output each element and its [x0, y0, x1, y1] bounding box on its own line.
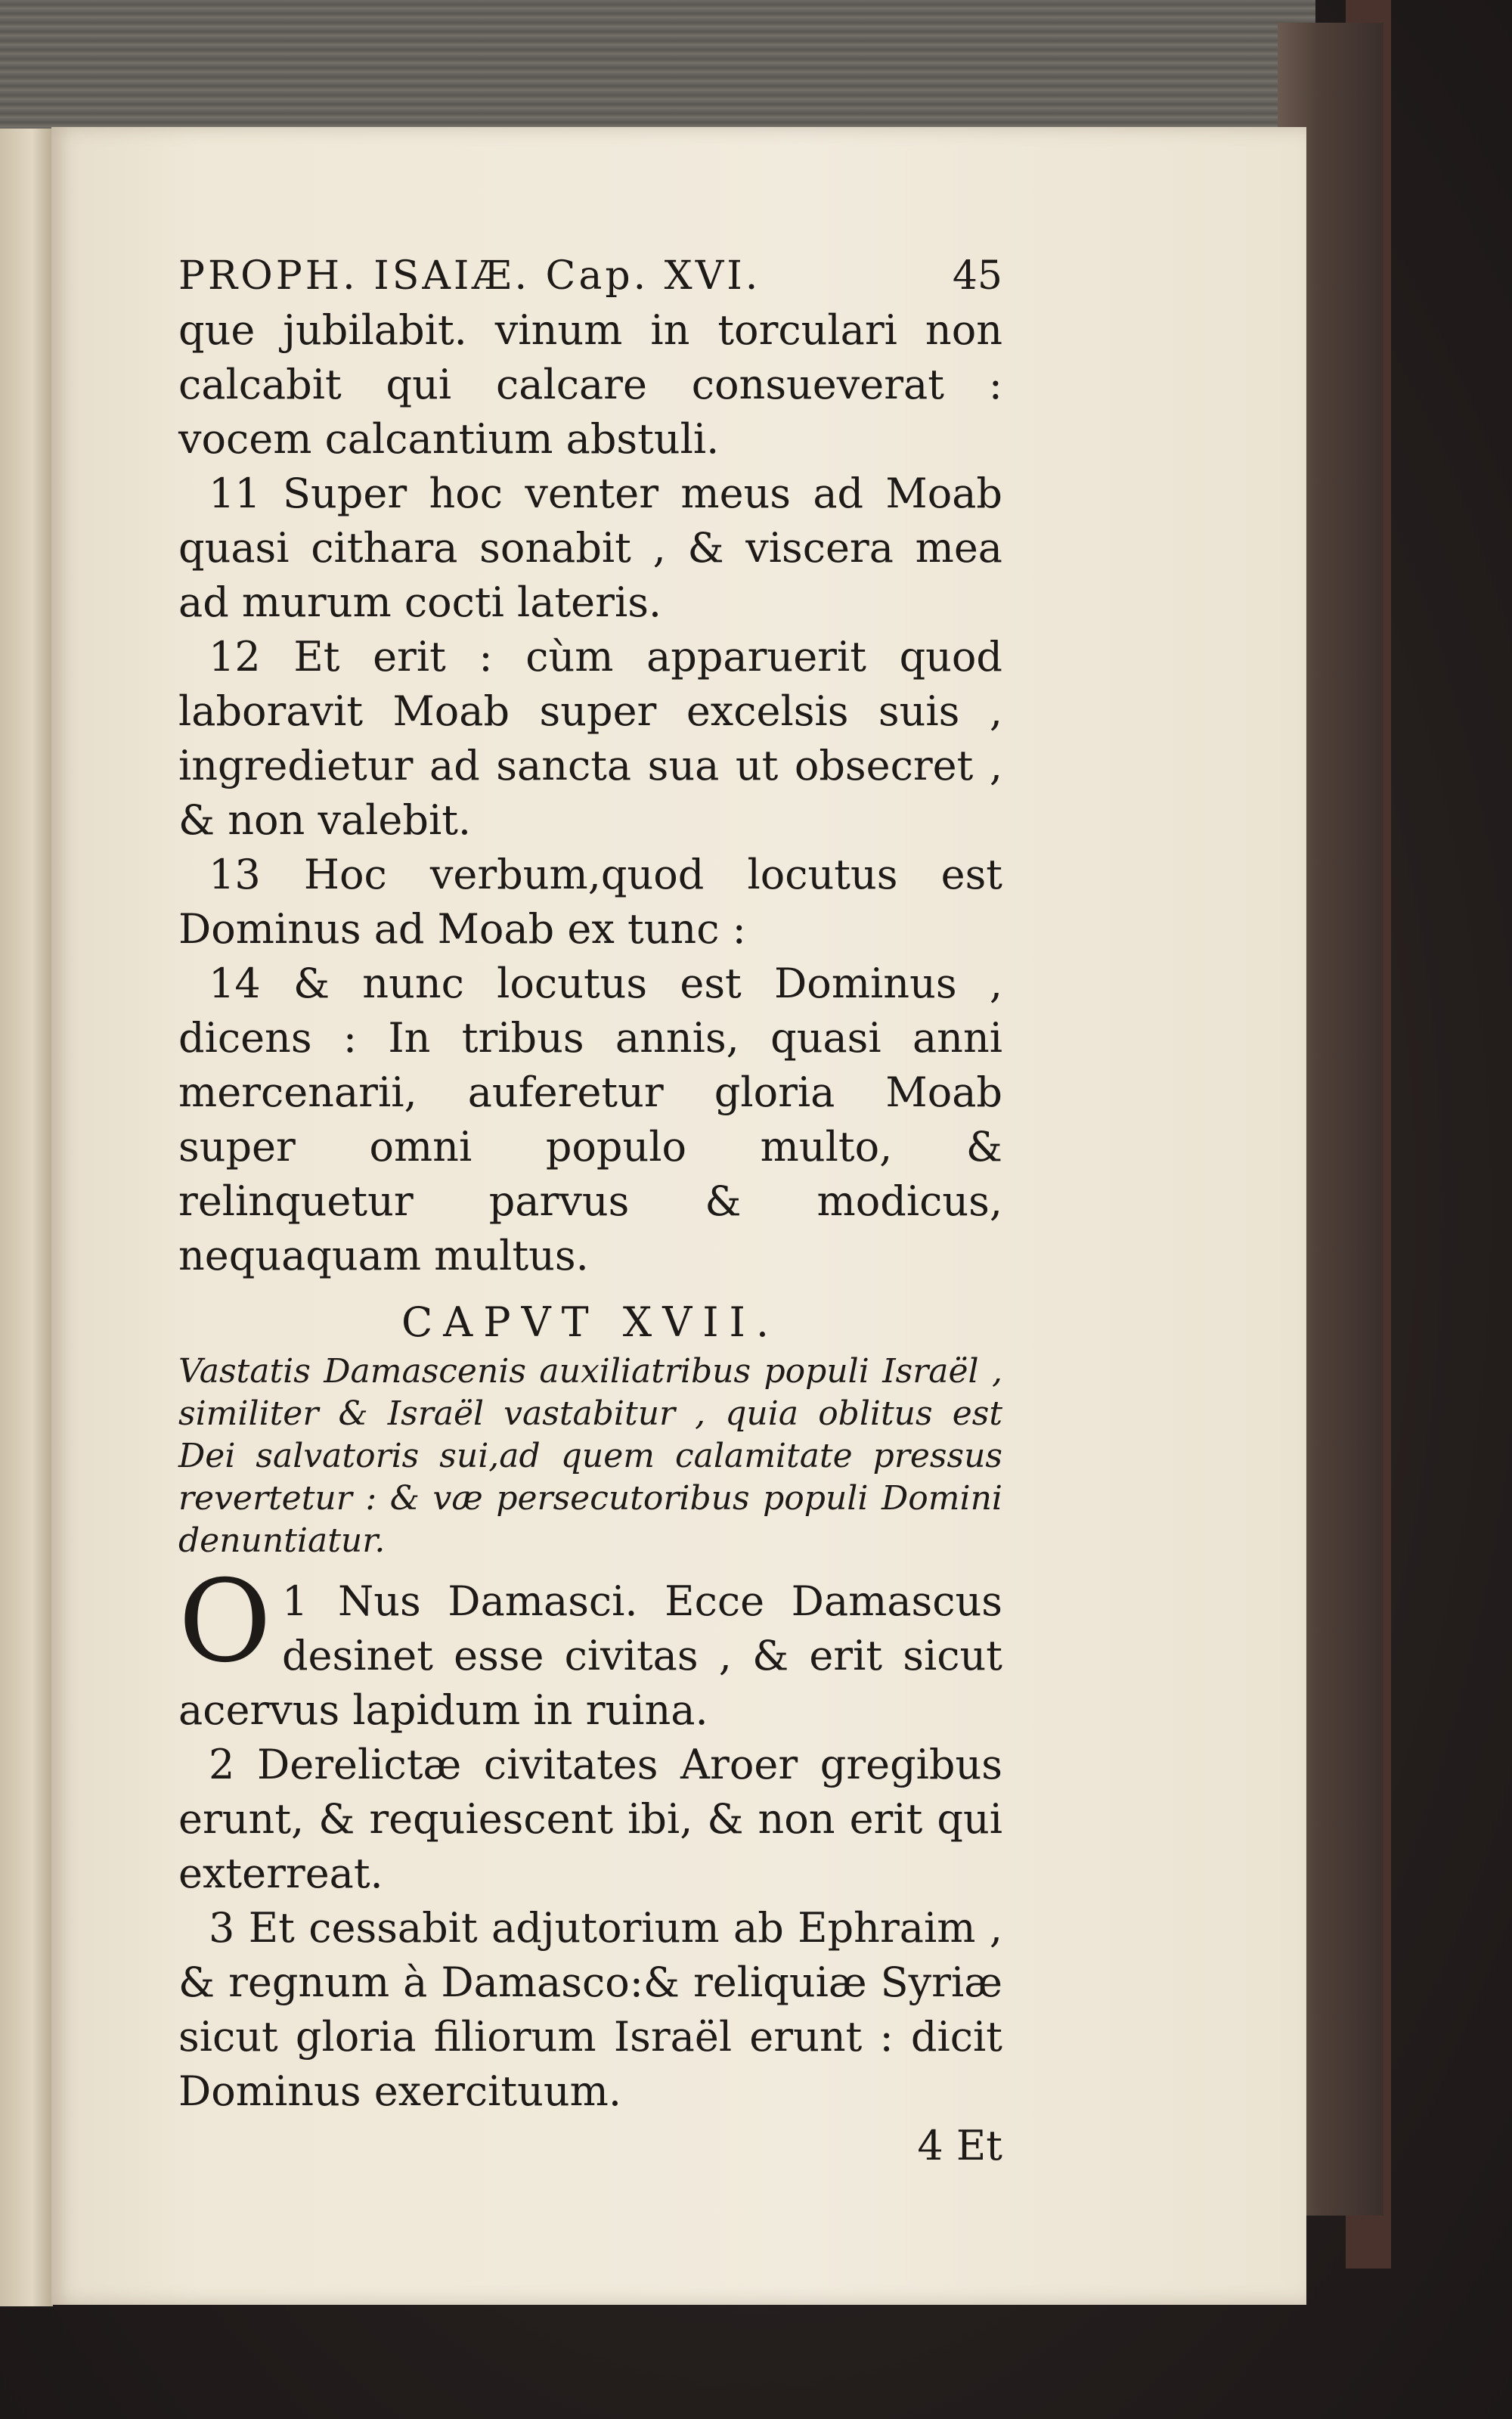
verse-1 — [178, 1556, 1002, 1738]
running-header — [178, 253, 1002, 299]
drop-capital: O — [178, 1556, 271, 1688]
facing-page-edge — [0, 129, 53, 2306]
chapter-argument: Vastatis Damascenis auxiliatribus populi Israël , similiter & Israël vastabitur , quia oblitus est Dei salvatoris sui,ad quem calamitate pressus revertetur : & væ persecutoribus populi Domini denuntiatur. — [178, 1352, 1002, 1560]
chapter-heading: CAPVT XVII. — [401, 1298, 780, 1346]
verse-14: 14 & nunc locutus est Dominus , dicens : In tribus annis, quasi anni mercenarii, auferetur gloria Moab super omni populo multo, & relinquetur parvus & modicus, nequaquam multus. — [178, 960, 1002, 1279]
paragraph: que jubilabit. vinum in torculari non calcabit qui calcare consueverat : vocem calcantium abstuli. — [178, 306, 1002, 463]
catchword-line — [178, 2119, 1002, 2173]
verse-3: 3 Et cessabit adjutorium ab Ephraim , & regnum à Damasco:& reliquiæ Syriæ sicut gloria filiorum Israël erunt : dicit Dominus exercituum. — [178, 1904, 1002, 2115]
catchword: 4 Et — [917, 2122, 1002, 2169]
page-number: 45 — [952, 253, 1002, 299]
verse-12: 12 Et erit : cùm apparuerit quod laboravit Moab super excelsis suis , ingredietur ad sancta sua ut obsecret , & non valebit. — [178, 633, 1002, 844]
page-text — [178, 253, 1002, 2173]
verse-number: 1 — [281, 1577, 308, 1625]
running-title: PROPH. ISAIÆ. Cap. XVI. — [178, 253, 761, 299]
verse-13: 13 Hoc verbum,quod locutus est Dominus ad Moab ex tunc : — [178, 851, 1002, 953]
verse-2: 2 Derelictæ civitates Aroer gregibus erunt, & requiescent ibi, & non erit qui exterreat. — [178, 1741, 1002, 1897]
verse-11: 11 Super hoc venter meus ad Moab quasi cithara sonabit , & viscera mea ad murum cocti lateris. — [178, 470, 1002, 626]
verse-1-text: Nus Damasci. Ecce Damascus desinet esse civitas , & erit sicut acervus lapidum in ruina. — [178, 1577, 1002, 1734]
